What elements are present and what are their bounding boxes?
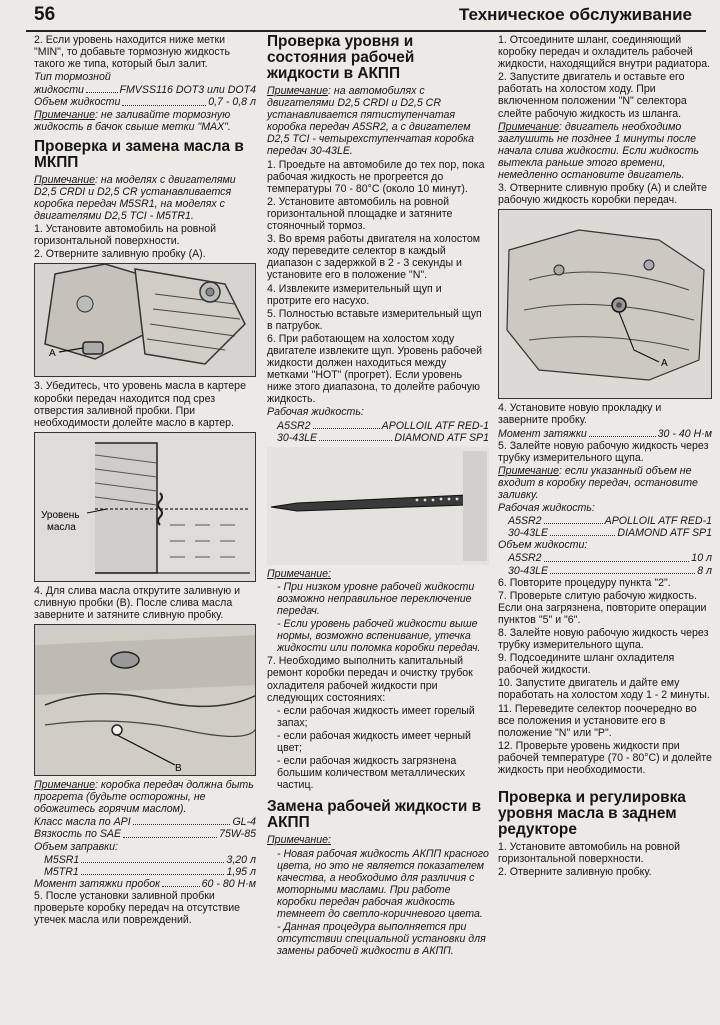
step: 2. Отверните заливную пробку (А). bbox=[34, 248, 206, 261]
spec-label: Рабочая жидкость: bbox=[498, 502, 595, 515]
figure-label: A bbox=[49, 348, 56, 360]
step: 4. Извлеките измерительный щуп и протрите его насухо. bbox=[267, 282, 442, 307]
section-title: Техническое обслуживание bbox=[458, 5, 692, 24]
figure-label: A bbox=[661, 358, 668, 370]
spec-label: Объем жидкости: bbox=[498, 539, 588, 552]
page-number: 56 bbox=[34, 4, 56, 25]
spec-row: 30-43LE DIAMOND ATF SP1 bbox=[277, 431, 489, 444]
step: 5. Залейте новую рабочую жидкость через трубку измерительного щупа. bbox=[498, 439, 709, 464]
step: 1. Установите автомобиль на ровной горизонтальной поверхности. bbox=[34, 223, 217, 248]
spec-row bbox=[34, 96, 256, 108]
spec-value: FMVSS116 DOT3 или DOT4 bbox=[119, 84, 256, 97]
note: Примечание: если указанный объем не входит в коробку передач, остановите заливку. bbox=[498, 464, 698, 501]
step-bullet: - если рабочая жидкость имеет горелый запах; bbox=[277, 704, 475, 729]
spec-row: Класс масла по API GL-4 bbox=[34, 816, 256, 829]
figure-label: масла bbox=[47, 521, 76, 533]
section-heading: Замена рабочей жидкости в АКПП bbox=[267, 798, 482, 832]
figure-atf-drain-plug bbox=[498, 209, 712, 399]
step: 1. Проедьте на автомобиле до тех пор, пока рабочая жидкость не прогреется до температуры 70 - 80°С (около 10 минут). bbox=[267, 158, 485, 195]
step: 4. Установите новую прокладку и заверните пробку. bbox=[498, 402, 662, 427]
figure-label: B bbox=[175, 763, 182, 775]
step: 1. Отсоедините шланг, соединяющий коробку передач и охладитель рабочей жидкости, находящийся внутри радиатора. bbox=[498, 34, 711, 71]
section-heading: Проверка уровня и состояния рабочей жидкости в АКПП bbox=[267, 33, 415, 82]
spec-row: A5SR2 APOLLOIL ATF RED-1 bbox=[508, 515, 712, 528]
spec-row: 30-43LE 8 л bbox=[508, 564, 712, 577]
note-bullet: - Данная процедура выполняется при отсутствии специальной установки для замены рабочей жидкости в АКПП. bbox=[277, 921, 486, 958]
note-label: Примечание: bbox=[267, 567, 331, 580]
note-bullet: - Новая рабочая жидкость АКПП красного цвета, но это не является показателем качества, а необходимо для различия с моторными маслами. При работе коробки передач рабочая жидкость темнеет до светло-коричневого цвета. bbox=[277, 847, 489, 920]
step: 3. Во время работы двигателя на холостом ходу переведите селектор в каждый диапазон с задержкой в 2 - 3 секунды и установите его в положение "N". bbox=[267, 233, 481, 282]
spec-row: Момент затяжки пробок 60 - 80 Н·м bbox=[34, 877, 256, 890]
spec-key: жидкости bbox=[34, 84, 84, 97]
spec-row: A5SR2 10 л bbox=[508, 552, 712, 565]
note-bullet: - Если уровень рабочей жидкости выше нормы, возможно вспенивание, утечка жидкости или поломка коробки передач. bbox=[277, 618, 481, 655]
step: 6. При работающем на холостом ходу двигателе извлеките щуп. Уровень рабочей жидкости должен находиться между метками "НОТ" (прогрет). Если уровень ниже этого диапазона, то долейте рабочую жидкость. bbox=[267, 332, 483, 406]
page-header bbox=[26, 4, 706, 32]
column-right bbox=[498, 34, 712, 879]
step: 2. Отверните заливную пробку. bbox=[498, 866, 652, 879]
step: 4. Для слива масла открутите заливную и сливную пробки (В). После слива масла заверните и затяните сливную пробку. bbox=[34, 584, 241, 621]
note: Примечание: коробка передач должна быть прогрета (будьте осторожны, не обожгитесь горячим маслом). bbox=[34, 779, 254, 816]
step: 5. Полностью вставьте измерительный щуп в патрубок. bbox=[267, 307, 482, 332]
step: 2. Установите автомобиль на ровной горизонтальной площадке и затяните стояночный тормоз. bbox=[267, 195, 453, 233]
spec-key: Объем жидкости bbox=[34, 96, 121, 109]
step: 11. Переведите селектор поочередно во все положения и установите его в положение "N" или "Р". bbox=[498, 702, 697, 739]
note: Примечание: не заливайте тормозную жидкость в бачок свыше метки "MAX". bbox=[34, 108, 231, 133]
note-label: Примечание: bbox=[267, 834, 331, 847]
spec-row: 30-43LE DIAMOND ATF SP1 bbox=[508, 527, 712, 540]
spec-row bbox=[34, 84, 256, 96]
step: 6. Повторите процедуру пункта "2". bbox=[498, 576, 671, 589]
step: 9. Подсоедините шланг охладителя рабочей жидкости. bbox=[498, 652, 675, 677]
paragraph: 2. Если уровень находится ниже метки "MIN", то добавьте тормозную жидкость такого же типа, который был залит. bbox=[34, 34, 231, 71]
step: 10. Запустите двигатель и дайте ему поработать на холостом ходу 1 - 2 минуты. bbox=[498, 677, 710, 702]
step: 8. Залейте новую рабочую жидкость через трубку измерительного щупа. bbox=[498, 627, 709, 652]
step: 3. Убедитесь, что уровень масла в картере коробки передач находится под срез отверстия заливной пробки. При необходимости долейте масло в картер. bbox=[34, 380, 246, 429]
figure-dipstick bbox=[267, 447, 489, 565]
column-middle bbox=[267, 34, 489, 958]
spec-row: M5SR1 3,20 л bbox=[44, 853, 256, 866]
figure-oil-level bbox=[34, 432, 256, 582]
step: 5. После установки заливной пробки проверьте коробку передач на отсутствие утечек масла или повреждений. bbox=[34, 889, 241, 927]
note: Примечание: на автомобилях с двигателями D2,5 CRDI и D2,5 CR устанавливается пятиступенчатая коробка передач A5SR2, а с двигателем D2,5 TCI - четырехступенчатая коробка передач 30-43LE. bbox=[267, 85, 475, 158]
figure-label: Уровень bbox=[41, 509, 80, 521]
step: 2. Запустите двигатель и оставьте его работать на холостом ходу. При включенном положении "N" селектора слейте рабочую жидкость из шланга. bbox=[498, 71, 687, 120]
section-heading: Проверка и регулировка уровня масла в заднем редукторе bbox=[498, 789, 686, 839]
step-bullet: - если рабочая жидкость имеет черный цвет; bbox=[277, 729, 471, 755]
spec-label: Рабочая жидкость: bbox=[267, 406, 364, 419]
step: 3. Отверните сливную пробку (А) и слейте рабочую жидкость коробки передач. bbox=[498, 182, 707, 207]
step-bullet: - если рабочая жидкость загрязнена большим количеством металлических частиц. bbox=[277, 755, 466, 792]
step: 1. Установите автомобиль на ровной горизонтальной поверхности. bbox=[498, 841, 681, 866]
figure-drain-plug bbox=[34, 624, 256, 776]
spec-row: Момент затяжки 30 - 40 Н·м bbox=[498, 427, 712, 440]
spec-label: Объем заправки: bbox=[34, 840, 118, 853]
column-left bbox=[34, 34, 256, 927]
spec-row: Вязкость по SAE 75W-85 bbox=[34, 828, 256, 841]
spec-label: Тип тормозной bbox=[34, 71, 111, 84]
note: Примечание: двигатель необходимо заглушить не позднее 1 минуты после начала слива жидкости. Если жидкость вытекла раньше этого времени, немедленно остановите двигатель. bbox=[498, 120, 699, 182]
step: 7. Проверьте слитую рабочую жидкость. Если она загрязнена, повторите операции пунктов "5" и "6". bbox=[498, 589, 707, 626]
spec-value: 0,7 - 0,8 л bbox=[208, 96, 256, 109]
spec-row: M5TR1 1,95 л bbox=[44, 865, 256, 878]
spec-row: A5SR2 APOLLOIL ATF RED-1 bbox=[277, 419, 489, 432]
note-bullet: - При низком уровне рабочей жидкости возможно неправильное переключение передач. bbox=[277, 580, 475, 617]
step: 7. Необходимо выполнить капитальный ремонт коробки передач и очистку трубок охладителя рабочей жидкости при следующих состояниях: bbox=[267, 655, 473, 704]
figure-gearbox-filler-plug bbox=[34, 263, 256, 377]
note: Примечание: на моделях с двигателями D2,5 CRDI и D2,5 CR устанавливается коробка передач M5SR1, на моделях с двигателями D2,5 TCI - M5TR1. bbox=[34, 173, 236, 223]
step: 12. Проверьте уровень жидкости при рабочей температуре (70 - 80°С) и долейте жидкость при необходимости. bbox=[498, 739, 712, 777]
section-heading: Проверка и замена масла в МКПП bbox=[34, 137, 244, 171]
